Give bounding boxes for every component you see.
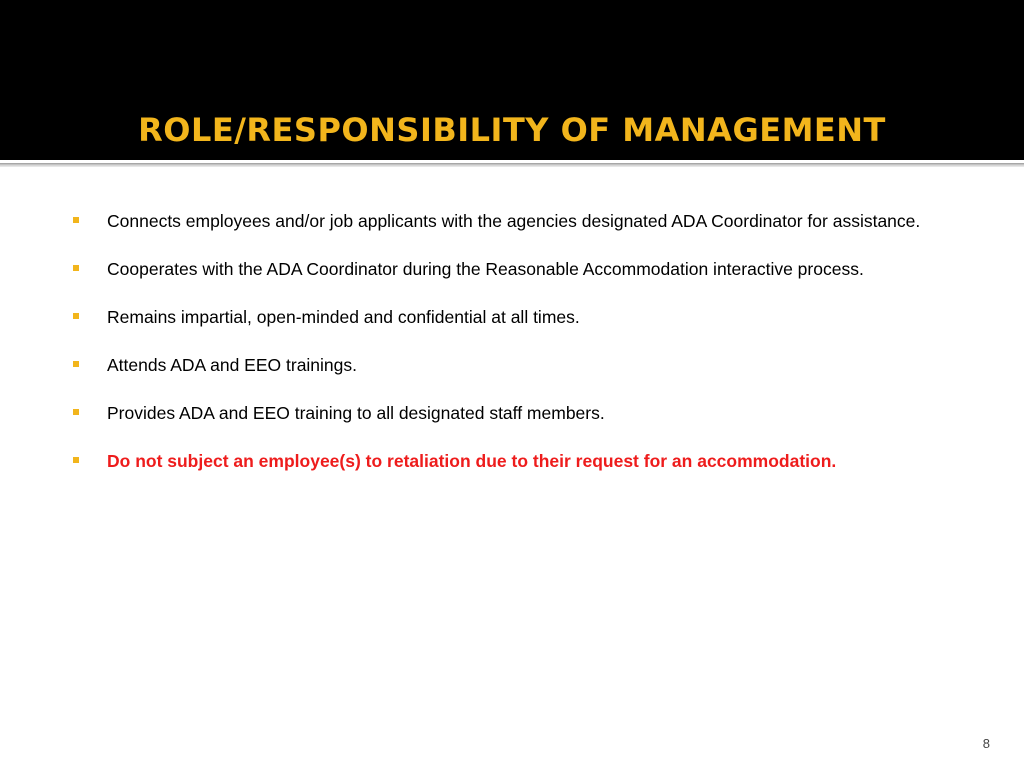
square-bullet-icon <box>73 409 79 415</box>
bullet-text-emphasis: Do not subject an employee(s) to retaliation due to their request for an accommodation. <box>107 451 837 471</box>
page-number: 8 <box>982 736 990 751</box>
bullet-text: Remains impartial, open-minded and confidential at all times. <box>107 307 580 327</box>
square-bullet-icon <box>73 361 79 367</box>
bullet-item <box>70 353 950 377</box>
bullet-item <box>70 257 950 281</box>
bullet-text: Cooperates with the ADA Coordinator during the Reasonable Accommodation interactive process. <box>107 259 864 279</box>
bullet-item <box>70 209 950 233</box>
square-bullet-icon <box>73 457 79 463</box>
square-bullet-icon <box>73 217 79 223</box>
bullet-text: Attends ADA and EEO trainings. <box>107 355 358 375</box>
bullet-item-emphasis <box>70 449 950 473</box>
bullet-item <box>70 305 950 329</box>
bullet-list <box>70 209 950 497</box>
header-divider <box>0 163 1024 167</box>
bullet-text: Connects employees and/or job applicants with the agencies designated ADA Coordinator for assistance. <box>107 211 921 231</box>
bullet-item <box>70 401 950 425</box>
slide-title: ROLE/RESPONSIBILITY OF MANAGEMENT <box>138 111 886 149</box>
square-bullet-icon <box>73 265 79 271</box>
bullet-text: Provides ADA and EEO training to all designated staff members. <box>107 403 605 423</box>
square-bullet-icon <box>73 313 79 319</box>
